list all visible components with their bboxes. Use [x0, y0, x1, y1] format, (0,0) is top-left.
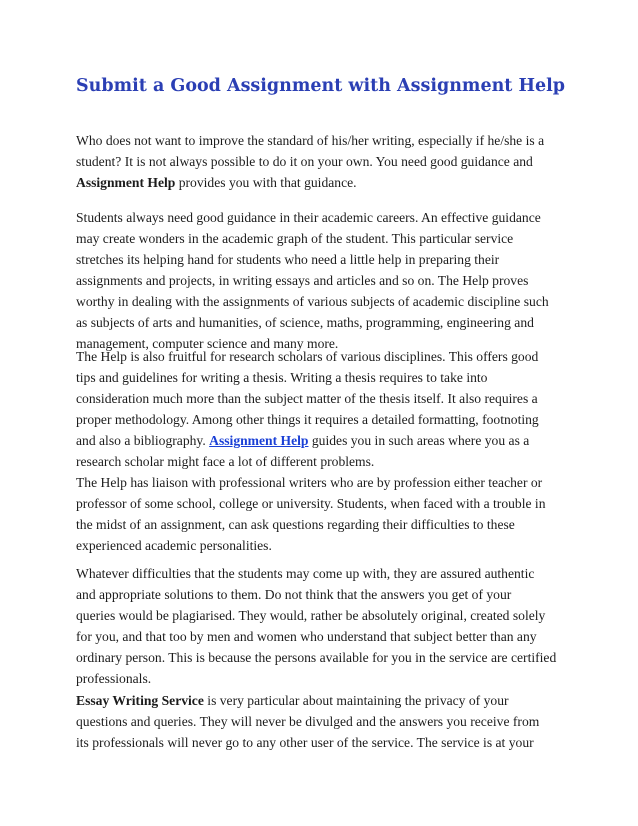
text-line	[76, 690, 566, 711]
paragraph-research-scholars	[76, 346, 566, 472]
text-line	[76, 430, 566, 451]
text-line: tips and guidelines for writing a thesis. Writing a thesis requires to take into	[76, 370, 488, 385]
text-line: proper methodology. Among other things it requires a detailed formatting, footnoting	[76, 412, 539, 427]
assignment-help-link[interactable]: Assignment Help	[209, 433, 309, 448]
text-line: professor of some school, college or university. Students, when faced with a trouble in	[76, 496, 546, 511]
text-fragment: provides you with that guidance.	[175, 175, 357, 190]
paragraph-guidance	[76, 207, 566, 354]
text-line: and appropriate solutions to them. Do not think that the answers you get of your	[76, 587, 512, 602]
text-line: research scholar might face a lot of different problems.	[76, 454, 375, 469]
text-line: The Help is also fruitful for research scholars of various disciplines. This offers good	[76, 349, 539, 364]
paragraph-professional-writers	[76, 472, 566, 556]
text-line: Who does not want to improve the standard of his/her writing, especially if he/she is a	[76, 133, 545, 148]
text-line: queries would be plagiarised. They would, rather be absolutely original, created solely	[76, 608, 546, 623]
text-line: stretches its helping hand for students who need a little help in preparing their	[76, 252, 500, 267]
text-line: the midst of an assignment, can ask questions regarding their difficulties to these	[76, 517, 515, 532]
text-line: as subjects of arts and humanities, of science, maths, programming, engineering and	[76, 315, 534, 330]
text-fragment: guides you in such areas where you as a	[308, 433, 530, 448]
text-fragment: and also a bibliography.	[76, 433, 210, 448]
essay-writing-service-bold-term: Essay Writing Service	[76, 693, 204, 708]
paragraph-original-solutions	[76, 563, 566, 689]
text-line: Students always need good guidance in their academic careers. An effective guidance	[76, 210, 541, 225]
text-line: student? It is not always possible to do it on your own. You need good guidance and	[76, 154, 533, 169]
text-line: The Help has liaison with professional writers who are by profession either teacher or	[76, 475, 543, 490]
text-line: ordinary person. This is because the persons available for you in the service are certified	[76, 650, 557, 665]
text-line	[76, 172, 566, 193]
text-line: professionals.	[76, 671, 152, 686]
text-line: its professionals will never go to any other user of the service. The service is at your	[76, 735, 534, 750]
page-title: Submit a Good Assignment with Assignment Help	[76, 76, 566, 96]
text-line: for you, and that too by men and women who understand that subject better than any	[76, 629, 537, 644]
assignment-help-bold-term: Assignment Help	[76, 175, 176, 190]
text-line: management, computer science and many more.	[76, 336, 339, 351]
text-line: may create wonders in the academic graph of the student. This particular service	[76, 231, 514, 246]
text-line: Whatever difficulties that the students may come up with, they are assured authentic	[76, 566, 535, 581]
paragraph-privacy	[76, 690, 566, 753]
text-line: consideration much more than the subject matter of the thesis itself. It also requires a	[76, 391, 538, 406]
text-fragment: is very particular about maintaining the privacy of your	[203, 693, 509, 708]
text-line: questions and queries. They will never be divulged and the answers you receive from	[76, 714, 540, 729]
text-line: assignments and projects, in writing essays and articles and so on. The Help proves	[76, 273, 529, 288]
text-line: experienced academic personalities.	[76, 538, 272, 553]
paragraph-intro	[76, 130, 566, 193]
text-line: worthy in dealing with the assignments of various subjects of academic discipline such	[76, 294, 549, 309]
